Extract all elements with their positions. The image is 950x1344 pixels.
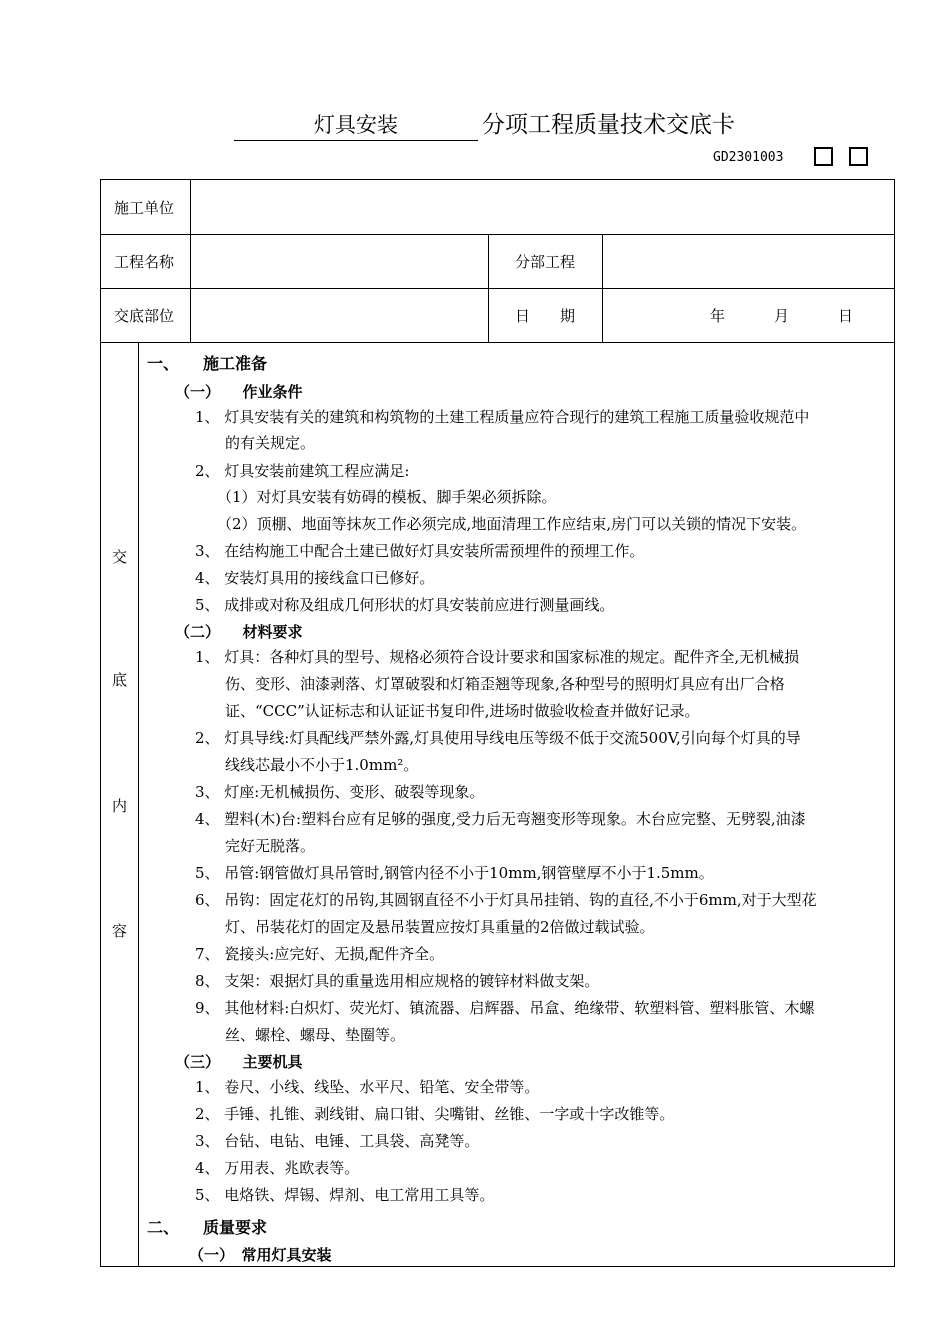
content-line: 2、 灯具安装前建筑工程应满足: (195, 462, 410, 480)
content-line: 伤、变形、油漆剥落、灯罩破裂和灯箱歪翘等现象,各种型号的照明灯具应有出厂合格 (225, 675, 785, 693)
date-day: 日 (838, 307, 854, 325)
content-line: 7、 瓷接头:应完好、无损,配件齐全。 (195, 945, 445, 963)
content-line: 线线芯最小不小于1.0mm²。 (225, 756, 419, 774)
content-line: 5、 电烙铁、焊锡、焊剂、电工常用工具等。 (195, 1186, 495, 1204)
subsection-heading: （一） 常用灯具安装 (189, 1246, 332, 1264)
content-line: 灯、吊装花灯的固定及悬吊装置应按灯具重量的2倍做过载试验。 (225, 918, 655, 936)
content-line: 4、 塑料(木)台:塑料台应有足够的强度,受力后无弯翘变形等现象。木台应完整、无劈裂,油漆 (195, 810, 806, 828)
content-line: 4、 万用表、兆欧表等。 (195, 1159, 360, 1177)
subsection-heading: （一） 作业条件 (175, 383, 303, 401)
project-label: 工程名称 (114, 253, 175, 271)
row-divider (101, 288, 894, 289)
date-label: 日 期 (515, 307, 576, 325)
content-line: 6、 吊钩：固定花灯的吊钩,其圆钢直径不小于灯具吊挂销、钩的直径,不小于6mm,对于大型花 (195, 891, 817, 909)
content-line: （2）顶棚、地面等抹灰工作必须完成,地面清理工作应结束,房门可以关锁的情况下安装。 (217, 515, 807, 533)
part-label: 交底部位 (114, 307, 175, 325)
content-line: 5、 吊管:钢管做灯具吊管时,钢管内径不小于10mm,钢管壁厚不小于1.5mm。 (195, 864, 714, 882)
content-line: 2、 手锤、扎锥、剥线钳、扁口钳、尖嘴钳、丝锥、一字或十字改锥等。 (195, 1105, 675, 1123)
content-line: 1、 卷尺、小线、线坠、水平尺、铅笔、安全带等。 (195, 1078, 540, 1096)
content-line: 丝、螺栓、螺母、垫圈等。 (225, 1026, 406, 1044)
content-line: 3、 在结构施工中配合土建已做好灯具安装所需预埋件的预埋工作。 (195, 542, 645, 560)
content-line: 8、 支架：艰据灯具的重量选用相应规格的镀锌材料做支架。 (195, 972, 600, 990)
content-line: 1、 灯具安装有关的建筑和构筑物的土建工程质量应符合现行的建筑工程施工质量验收规范中 (195, 408, 810, 426)
division-label: 分部工程 (515, 253, 576, 271)
document-code: GD2301003 (713, 150, 784, 165)
content-line: （1）对灯具安装有妨碍的模板、脚手架必须拆除。 (217, 488, 557, 506)
side-label-char: 交 (112, 548, 128, 566)
form-table (100, 179, 895, 1267)
content-line: 5、 成排或对称及组成几何形状的灯具安装前应进行测量画线。 (195, 596, 615, 614)
subsection-heading: （三） 主要机具 (175, 1053, 303, 1071)
content-line: 4、 安装灯具用的接线盒口已修好。 (195, 569, 435, 587)
col-divider (488, 234, 489, 342)
content-line: 完好无脱落。 (225, 837, 316, 855)
date-month: 月 (774, 307, 790, 325)
content-line: 3、 灯座:无机械损伤、变形、破裂等现象。 (195, 783, 485, 801)
content-line: 证、“CCC”认证标志和认证证书复印件,进场时做验收检查并做好记录。 (225, 702, 700, 720)
section-heading: 二、 质量要求 (147, 1218, 268, 1237)
checkbox-2[interactable] (849, 147, 868, 166)
side-label-char: 内 (112, 797, 128, 815)
content-line: 3、 台钻、电钻、电锤、工具袋、高凳等。 (195, 1132, 480, 1150)
document-title (0, 108, 950, 142)
col-divider (138, 342, 139, 1266)
col-divider (602, 234, 603, 342)
side-label-char: 底 (112, 671, 128, 689)
row-divider (101, 234, 894, 235)
subsection-heading: （二） 材料要求 (175, 623, 303, 641)
content-line: 2、 灯具导线:灯具配线严禁外露,灯具使用导线电压等级不低于交流500V,引向每个灯具的导 (195, 729, 801, 747)
unit-label: 施工单位 (114, 199, 175, 217)
checkbox-1[interactable] (814, 147, 833, 166)
title-subject: 灯具安装 (234, 110, 478, 141)
row-divider (101, 342, 894, 343)
date-year: 年 (710, 307, 726, 325)
section-heading: 一、 施工准备 (147, 354, 268, 373)
title-main: 分项工程质量技术交底卡 (482, 112, 735, 138)
content-line: 1、 灯具：各种灯具的型号、规格必须符合设计要求和国家标准的规定。配件齐全,无机械损 (195, 648, 800, 666)
col-divider (190, 180, 191, 342)
content-line: 的有关规定。 (225, 434, 316, 452)
side-label-char: 容 (112, 922, 128, 940)
content-line: 9、 其他材料:白炽灯、荧光灯、镇流器、启辉器、吊盒、绝缘带、软塑料管、塑料胀管、木螺 (195, 999, 815, 1017)
